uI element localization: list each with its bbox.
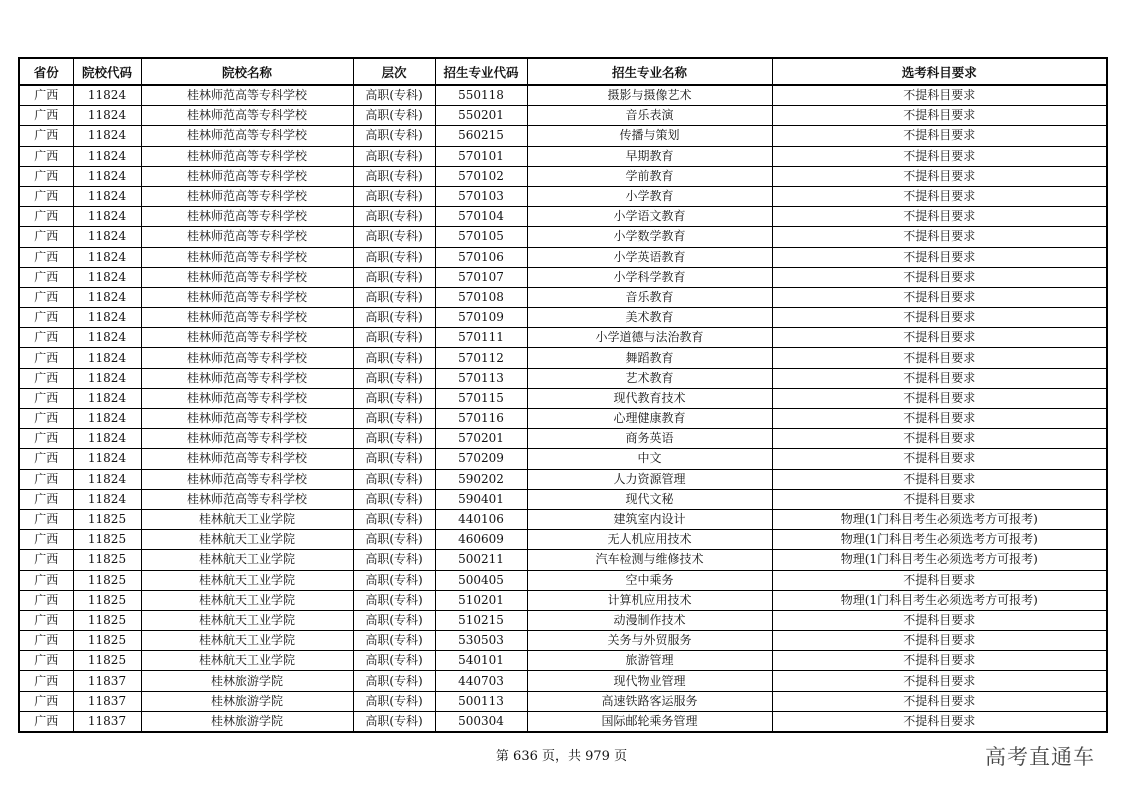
cell-province: 广西 bbox=[19, 570, 73, 590]
cell-subject-requirement: 不提科目要求 bbox=[772, 570, 1107, 590]
table-row bbox=[19, 227, 1107, 247]
cell-major-code: 570113 bbox=[435, 368, 527, 388]
cell-subject-requirement: 不提科目要求 bbox=[772, 368, 1107, 388]
table-row bbox=[19, 610, 1107, 630]
cell-school-name: 桂林旅游学院 bbox=[141, 711, 353, 732]
cell-province: 广西 bbox=[19, 126, 73, 146]
cell-level: 高职(专科) bbox=[353, 590, 435, 610]
cell-level: 高职(专科) bbox=[353, 287, 435, 307]
cell-major-name: 计算机应用技术 bbox=[527, 590, 772, 610]
cell-major-name: 小学教育 bbox=[527, 186, 772, 206]
table-row bbox=[19, 509, 1107, 529]
cell-school-code: 11825 bbox=[73, 509, 141, 529]
cell-level: 高职(专科) bbox=[353, 489, 435, 509]
cell-school-code: 11824 bbox=[73, 429, 141, 449]
cell-school-code: 11825 bbox=[73, 651, 141, 671]
cell-major-name: 音乐教育 bbox=[527, 287, 772, 307]
cell-school-code: 11824 bbox=[73, 247, 141, 267]
cell-major-code: 440106 bbox=[435, 509, 527, 529]
cell-school-code: 11837 bbox=[73, 711, 141, 732]
cell-level: 高职(专科) bbox=[353, 368, 435, 388]
table-body bbox=[19, 85, 1107, 732]
cell-subject-requirement: 不提科目要求 bbox=[772, 388, 1107, 408]
cell-major-code: 510215 bbox=[435, 610, 527, 630]
cell-subject-requirement: 不提科目要求 bbox=[772, 489, 1107, 509]
cell-school-name: 桂林师范高等专科学校 bbox=[141, 267, 353, 287]
cell-level: 高职(专科) bbox=[353, 207, 435, 227]
cell-level: 高职(专科) bbox=[353, 610, 435, 630]
cell-school-code: 11824 bbox=[73, 469, 141, 489]
cell-school-code: 11824 bbox=[73, 368, 141, 388]
cell-province: 广西 bbox=[19, 610, 73, 630]
cell-subject-requirement: 不提科目要求 bbox=[772, 166, 1107, 186]
cell-school-name: 桂林师范高等专科学校 bbox=[141, 469, 353, 489]
cell-school-name: 桂林旅游学院 bbox=[141, 691, 353, 711]
cell-level: 高职(专科) bbox=[353, 227, 435, 247]
cell-school-code: 11825 bbox=[73, 530, 141, 550]
header-school-name: 院校名称 bbox=[141, 58, 353, 85]
cell-major-code: 570106 bbox=[435, 247, 527, 267]
table-row bbox=[19, 691, 1107, 711]
cell-level: 高职(专科) bbox=[353, 691, 435, 711]
cell-major-code: 440703 bbox=[435, 671, 527, 691]
cell-province: 广西 bbox=[19, 590, 73, 610]
cell-province: 广西 bbox=[19, 469, 73, 489]
table-row bbox=[19, 368, 1107, 388]
cell-level: 高职(专科) bbox=[353, 570, 435, 590]
cell-subject-requirement: 不提科目要求 bbox=[772, 691, 1107, 711]
cell-level: 高职(专科) bbox=[353, 469, 435, 489]
cell-subject-requirement: 不提科目要求 bbox=[772, 287, 1107, 307]
cell-major-code: 550201 bbox=[435, 106, 527, 126]
cell-subject-requirement: 不提科目要求 bbox=[772, 247, 1107, 267]
cell-school-name: 桂林航天工业学院 bbox=[141, 509, 353, 529]
cell-province: 广西 bbox=[19, 348, 73, 368]
cell-level: 高职(专科) bbox=[353, 186, 435, 206]
table-row bbox=[19, 429, 1107, 449]
cell-level: 高职(专科) bbox=[353, 711, 435, 732]
cell-major-name: 无人机应用技术 bbox=[527, 530, 772, 550]
cell-school-name: 桂林航天工业学院 bbox=[141, 610, 353, 630]
cell-major-code: 530503 bbox=[435, 631, 527, 651]
cell-level: 高职(专科) bbox=[353, 126, 435, 146]
table-row bbox=[19, 308, 1107, 328]
watermark-logo: 高考直通车 bbox=[985, 745, 1095, 769]
cell-level: 高职(专科) bbox=[353, 106, 435, 126]
cell-school-code: 11824 bbox=[73, 308, 141, 328]
page-number: 第 636 页，共 979 页 bbox=[495, 749, 628, 764]
cell-major-code: 570112 bbox=[435, 348, 527, 368]
cell-school-name: 桂林航天工业学院 bbox=[141, 631, 353, 651]
header-province: 省份 bbox=[19, 58, 73, 85]
cell-province: 广西 bbox=[19, 671, 73, 691]
cell-school-code: 11824 bbox=[73, 106, 141, 126]
cell-province: 广西 bbox=[19, 691, 73, 711]
cell-major-name: 旅游管理 bbox=[527, 651, 772, 671]
cell-major-name: 中文 bbox=[527, 449, 772, 469]
table-row bbox=[19, 409, 1107, 429]
table-row bbox=[19, 651, 1107, 671]
cell-major-name: 现代教育技术 bbox=[527, 388, 772, 408]
cell-school-name: 桂林师范高等专科学校 bbox=[141, 368, 353, 388]
header-major-code: 招生专业代码 bbox=[435, 58, 527, 85]
cell-major-name: 建筑室内设计 bbox=[527, 509, 772, 529]
table-row bbox=[19, 550, 1107, 570]
cell-level: 高职(专科) bbox=[353, 267, 435, 287]
cell-school-name: 桂林师范高等专科学校 bbox=[141, 106, 353, 126]
cell-subject-requirement: 不提科目要求 bbox=[772, 267, 1107, 287]
cell-province: 广西 bbox=[19, 429, 73, 449]
cell-school-name: 桂林师范高等专科学校 bbox=[141, 409, 353, 429]
cell-major-name: 动漫制作技术 bbox=[527, 610, 772, 630]
cell-school-code: 11824 bbox=[73, 126, 141, 146]
cell-province: 广西 bbox=[19, 85, 73, 106]
cell-major-name: 心理健康教育 bbox=[527, 409, 772, 429]
cell-major-code: 570111 bbox=[435, 328, 527, 348]
cell-subject-requirement: 不提科目要求 bbox=[772, 308, 1107, 328]
cell-major-name: 人力资源管理 bbox=[527, 469, 772, 489]
cell-province: 广西 bbox=[19, 509, 73, 529]
cell-major-code: 570102 bbox=[435, 166, 527, 186]
table-row bbox=[19, 146, 1107, 166]
cell-school-name: 桂林航天工业学院 bbox=[141, 651, 353, 671]
cell-school-code: 11825 bbox=[73, 590, 141, 610]
cell-major-code: 500304 bbox=[435, 711, 527, 732]
cell-major-code: 500405 bbox=[435, 570, 527, 590]
cell-subject-requirement: 不提科目要求 bbox=[772, 711, 1107, 732]
cell-level: 高职(专科) bbox=[353, 328, 435, 348]
cell-subject-requirement: 不提科目要求 bbox=[772, 449, 1107, 469]
cell-school-name: 桂林航天工业学院 bbox=[141, 550, 353, 570]
cell-subject-requirement: 不提科目要求 bbox=[772, 429, 1107, 449]
cell-school-name: 桂林师范高等专科学校 bbox=[141, 126, 353, 146]
cell-province: 广西 bbox=[19, 328, 73, 348]
table-row bbox=[19, 489, 1107, 509]
cell-school-name: 桂林师范高等专科学校 bbox=[141, 449, 353, 469]
table-row bbox=[19, 449, 1107, 469]
table-row bbox=[19, 348, 1107, 368]
table-row bbox=[19, 590, 1107, 610]
cell-level: 高职(专科) bbox=[353, 247, 435, 267]
cell-school-code: 11824 bbox=[73, 388, 141, 408]
cell-province: 广西 bbox=[19, 711, 73, 732]
cell-province: 广西 bbox=[19, 207, 73, 227]
cell-subject-requirement: 不提科目要求 bbox=[772, 207, 1107, 227]
cell-major-name: 美术教育 bbox=[527, 308, 772, 328]
cell-major-code: 570108 bbox=[435, 287, 527, 307]
cell-school-name: 桂林旅游学院 bbox=[141, 671, 353, 691]
cell-province: 广西 bbox=[19, 186, 73, 206]
cell-subject-requirement: 不提科目要求 bbox=[772, 186, 1107, 206]
cell-school-code: 11824 bbox=[73, 449, 141, 469]
cell-major-code: 570107 bbox=[435, 267, 527, 287]
cell-school-name: 桂林师范高等专科学校 bbox=[141, 186, 353, 206]
cell-level: 高职(专科) bbox=[353, 388, 435, 408]
cell-subject-requirement: 不提科目要求 bbox=[772, 328, 1107, 348]
table-row bbox=[19, 126, 1107, 146]
cell-major-name: 关务与外贸服务 bbox=[527, 631, 772, 651]
cell-major-name: 艺术教育 bbox=[527, 368, 772, 388]
cell-major-code: 510201 bbox=[435, 590, 527, 610]
cell-school-name: 桂林师范高等专科学校 bbox=[141, 85, 353, 106]
cell-major-name: 现代文秘 bbox=[527, 489, 772, 509]
cell-province: 广西 bbox=[19, 106, 73, 126]
cell-school-code: 11824 bbox=[73, 287, 141, 307]
cell-subject-requirement: 不提科目要求 bbox=[772, 85, 1107, 106]
cell-level: 高职(专科) bbox=[353, 671, 435, 691]
cell-school-code: 11824 bbox=[73, 227, 141, 247]
cell-major-name: 商务英语 bbox=[527, 429, 772, 449]
cell-major-code: 570104 bbox=[435, 207, 527, 227]
cell-school-name: 桂林师范高等专科学校 bbox=[141, 489, 353, 509]
cell-level: 高职(专科) bbox=[353, 166, 435, 186]
cell-major-code: 590401 bbox=[435, 489, 527, 509]
cell-major-name: 空中乘务 bbox=[527, 570, 772, 590]
table-row bbox=[19, 207, 1107, 227]
cell-school-name: 桂林师范高等专科学校 bbox=[141, 429, 353, 449]
cell-school-code: 11825 bbox=[73, 631, 141, 651]
cell-major-name: 小学英语教育 bbox=[527, 247, 772, 267]
cell-province: 广西 bbox=[19, 409, 73, 429]
cell-major-code: 560215 bbox=[435, 126, 527, 146]
cell-school-name: 桂林师范高等专科学校 bbox=[141, 287, 353, 307]
cell-subject-requirement: 物理(1门科目考生必须选考方可报考) bbox=[772, 530, 1107, 550]
cell-province: 广西 bbox=[19, 449, 73, 469]
cell-school-code: 11837 bbox=[73, 671, 141, 691]
header-level: 层次 bbox=[353, 58, 435, 85]
cell-major-name: 小学科学教育 bbox=[527, 267, 772, 287]
cell-major-code: 590202 bbox=[435, 469, 527, 489]
cell-province: 广西 bbox=[19, 651, 73, 671]
cell-province: 广西 bbox=[19, 489, 73, 509]
cell-province: 广西 bbox=[19, 368, 73, 388]
cell-school-name: 桂林师范高等专科学校 bbox=[141, 227, 353, 247]
cell-province: 广西 bbox=[19, 227, 73, 247]
table-row bbox=[19, 106, 1107, 126]
cell-province: 广西 bbox=[19, 631, 73, 651]
cell-major-code: 570109 bbox=[435, 308, 527, 328]
header-school-code: 院校代码 bbox=[73, 58, 141, 85]
cell-major-name: 摄影与摄像艺术 bbox=[527, 85, 772, 106]
cell-major-name: 早期教育 bbox=[527, 146, 772, 166]
cell-subject-requirement: 不提科目要求 bbox=[772, 126, 1107, 146]
cell-school-code: 11824 bbox=[73, 186, 141, 206]
cell-province: 广西 bbox=[19, 308, 73, 328]
cell-province: 广西 bbox=[19, 247, 73, 267]
table-row bbox=[19, 671, 1107, 691]
cell-school-code: 11824 bbox=[73, 146, 141, 166]
cell-subject-requirement: 不提科目要求 bbox=[772, 409, 1107, 429]
cell-school-name: 桂林航天工业学院 bbox=[141, 530, 353, 550]
cell-level: 高职(专科) bbox=[353, 449, 435, 469]
cell-school-code: 11824 bbox=[73, 489, 141, 509]
cell-subject-requirement: 物理(1门科目考生必须选考方可报考) bbox=[772, 550, 1107, 570]
cell-major-name: 音乐表演 bbox=[527, 106, 772, 126]
cell-subject-requirement: 不提科目要求 bbox=[772, 106, 1107, 126]
cell-school-name: 桂林师范高等专科学校 bbox=[141, 247, 353, 267]
cell-subject-requirement: 不提科目要求 bbox=[772, 631, 1107, 651]
cell-level: 高职(专科) bbox=[353, 651, 435, 671]
cell-major-name: 汽车检测与维修技术 bbox=[527, 550, 772, 570]
cell-school-name: 桂林航天工业学院 bbox=[141, 590, 353, 610]
cell-school-name: 桂林航天工业学院 bbox=[141, 570, 353, 590]
table-row bbox=[19, 287, 1107, 307]
cell-major-code: 570115 bbox=[435, 388, 527, 408]
cell-major-code: 570101 bbox=[435, 146, 527, 166]
cell-major-name: 传播与策划 bbox=[527, 126, 772, 146]
cell-major-code: 570201 bbox=[435, 429, 527, 449]
cell-major-name: 小学道德与法治教育 bbox=[527, 328, 772, 348]
cell-level: 高职(专科) bbox=[353, 550, 435, 570]
table-row bbox=[19, 328, 1107, 348]
table-row bbox=[19, 711, 1107, 732]
cell-major-name: 现代物业管理 bbox=[527, 671, 772, 691]
cell-school-name: 桂林师范高等专科学校 bbox=[141, 348, 353, 368]
cell-major-code: 570116 bbox=[435, 409, 527, 429]
table-row bbox=[19, 267, 1107, 287]
cell-major-name: 小学语文教育 bbox=[527, 207, 772, 227]
cell-school-code: 11837 bbox=[73, 691, 141, 711]
cell-school-code: 11824 bbox=[73, 409, 141, 429]
cell-school-code: 11825 bbox=[73, 550, 141, 570]
cell-major-name: 学前教育 bbox=[527, 166, 772, 186]
cell-province: 广西 bbox=[19, 550, 73, 570]
cell-level: 高职(专科) bbox=[353, 530, 435, 550]
cell-school-code: 11825 bbox=[73, 570, 141, 590]
cell-major-name: 小学数学教育 bbox=[527, 227, 772, 247]
cell-major-code: 570209 bbox=[435, 449, 527, 469]
cell-level: 高职(专科) bbox=[353, 509, 435, 529]
cell-school-name: 桂林师范高等专科学校 bbox=[141, 166, 353, 186]
cell-subject-requirement: 物理(1门科目考生必须选考方可报考) bbox=[772, 509, 1107, 529]
cell-level: 高职(专科) bbox=[353, 429, 435, 449]
cell-major-name: 舞蹈教育 bbox=[527, 348, 772, 368]
cell-school-code: 11824 bbox=[73, 85, 141, 106]
table-row bbox=[19, 186, 1107, 206]
cell-subject-requirement: 不提科目要求 bbox=[772, 610, 1107, 630]
cell-subject-requirement: 不提科目要求 bbox=[772, 651, 1107, 671]
cell-subject-requirement: 不提科目要求 bbox=[772, 227, 1107, 247]
table-row bbox=[19, 631, 1107, 651]
table-row bbox=[19, 247, 1107, 267]
cell-subject-requirement: 不提科目要求 bbox=[772, 146, 1107, 166]
table-row bbox=[19, 570, 1107, 590]
cell-school-name: 桂林师范高等专科学校 bbox=[141, 146, 353, 166]
cell-school-code: 11824 bbox=[73, 328, 141, 348]
cell-school-name: 桂林师范高等专科学校 bbox=[141, 207, 353, 227]
cell-school-name: 桂林师范高等专科学校 bbox=[141, 308, 353, 328]
cell-major-name: 高速铁路客运服务 bbox=[527, 691, 772, 711]
admission-table bbox=[18, 57, 1108, 733]
cell-school-code: 11824 bbox=[73, 348, 141, 368]
cell-level: 高职(专科) bbox=[353, 146, 435, 166]
table-header-row bbox=[19, 58, 1107, 85]
cell-major-code: 570105 bbox=[435, 227, 527, 247]
cell-school-code: 11824 bbox=[73, 166, 141, 186]
cell-major-code: 460609 bbox=[435, 530, 527, 550]
header-major-name: 招生专业名称 bbox=[527, 58, 772, 85]
cell-province: 广西 bbox=[19, 287, 73, 307]
cell-subject-requirement: 不提科目要求 bbox=[772, 348, 1107, 368]
table-row bbox=[19, 85, 1107, 106]
table-row bbox=[19, 469, 1107, 489]
cell-province: 广西 bbox=[19, 267, 73, 287]
cell-level: 高职(专科) bbox=[353, 308, 435, 328]
table-row bbox=[19, 388, 1107, 408]
cell-major-code: 540101 bbox=[435, 651, 527, 671]
cell-school-code: 11824 bbox=[73, 207, 141, 227]
cell-school-name: 桂林师范高等专科学校 bbox=[141, 328, 353, 348]
cell-province: 广西 bbox=[19, 388, 73, 408]
cell-level: 高职(专科) bbox=[353, 348, 435, 368]
cell-major-code: 500113 bbox=[435, 691, 527, 711]
cell-subject-requirement: 不提科目要求 bbox=[772, 671, 1107, 691]
cell-subject-requirement: 不提科目要求 bbox=[772, 469, 1107, 489]
cell-major-code: 500211 bbox=[435, 550, 527, 570]
cell-major-name: 国际邮轮乘务管理 bbox=[527, 711, 772, 732]
cell-level: 高职(专科) bbox=[353, 631, 435, 651]
table-row bbox=[19, 530, 1107, 550]
cell-level: 高职(专科) bbox=[353, 409, 435, 429]
cell-major-code: 550118 bbox=[435, 85, 527, 106]
cell-province: 广西 bbox=[19, 146, 73, 166]
cell-subject-requirement: 物理(1门科目考生必须选考方可报考) bbox=[772, 590, 1107, 610]
cell-school-code: 11825 bbox=[73, 610, 141, 630]
table-row bbox=[19, 166, 1107, 186]
header-subject-requirement: 选考科目要求 bbox=[772, 58, 1107, 85]
cell-level: 高职(专科) bbox=[353, 85, 435, 106]
cell-school-name: 桂林师范高等专科学校 bbox=[141, 388, 353, 408]
cell-province: 广西 bbox=[19, 166, 73, 186]
cell-major-code: 570103 bbox=[435, 186, 527, 206]
cell-province: 广西 bbox=[19, 530, 73, 550]
cell-school-code: 11824 bbox=[73, 267, 141, 287]
